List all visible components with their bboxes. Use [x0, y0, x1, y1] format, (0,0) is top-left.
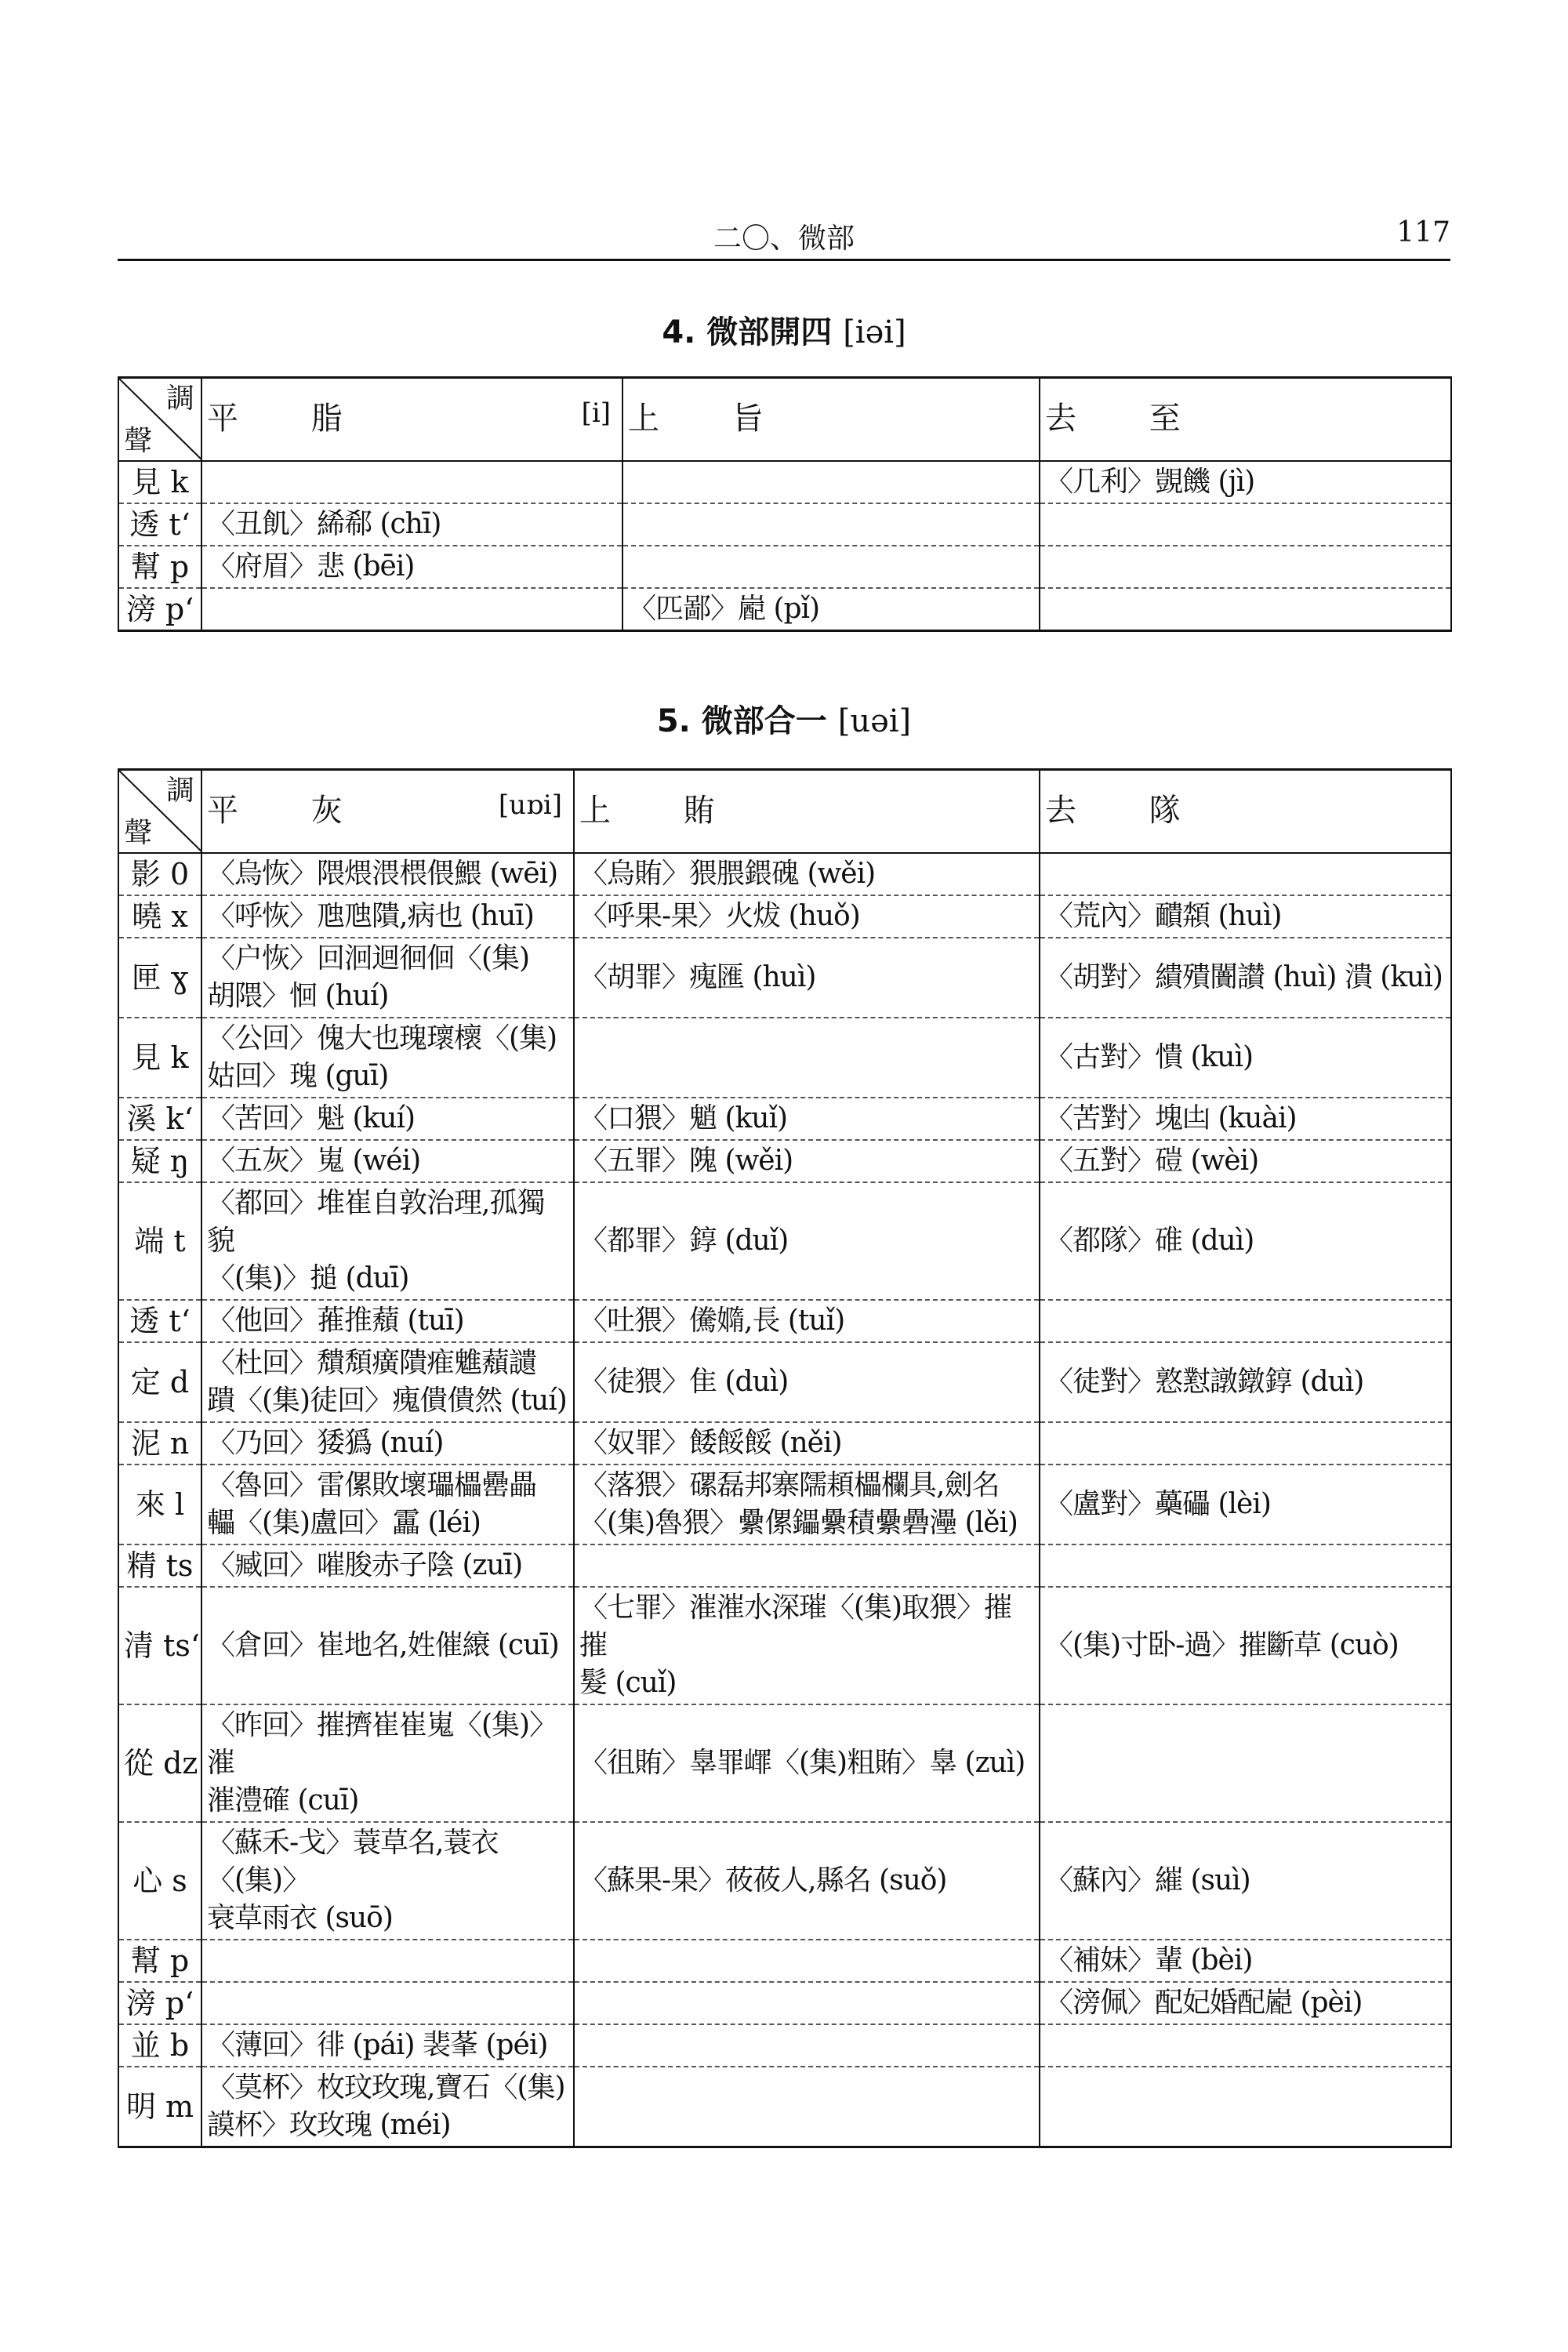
header-shang [574, 770, 1040, 854]
shang-cell: 〈徂賄〉辠罪嶵〈(集)粗賄〉辠 (zuì) [574, 1704, 1040, 1822]
ping-cell: 〈都回〉堆崔自敦治理,孤獨貌 〈(集)〉搥 (duī) [201, 1182, 574, 1300]
corner-initial-label: 聲 [124, 817, 153, 849]
initial-cell: 滂 p‘ [118, 1982, 201, 2024]
page-number: 117 [1396, 216, 1450, 249]
corner-cell [118, 378, 201, 462]
shang-cell [574, 1982, 1040, 2024]
section-5-title [118, 696, 1450, 741]
table-row [118, 1982, 1451, 2024]
corner-cell [118, 770, 201, 854]
shang-cell: 〈匹鄙〉嶏 (pǐ) [622, 588, 1040, 631]
initial-cell: 幫 p [118, 1940, 201, 1982]
initial-cell: 從 dz [118, 1704, 201, 1822]
initial-cell: 透 t‘ [118, 1300, 201, 1342]
table-row [118, 1300, 1451, 1342]
shang-cell: 〈奴罪〉餧餒餒 (něi) [574, 1422, 1040, 1465]
header-ping [201, 378, 622, 462]
initial-cell: 清 ts‘ [118, 1587, 201, 1704]
header-qu [1040, 378, 1451, 462]
table-row [118, 1422, 1451, 1465]
qu-cell: 〈古對〉憒 (kuì) [1040, 1018, 1451, 1098]
ping-cell: 〈五灰〉嵬 (wéi) [201, 1140, 574, 1182]
header-qu-label: 去 至 [1045, 401, 1212, 437]
section-5-title-text: 5. 微部合一 [656, 703, 827, 739]
shang-cell [574, 1940, 1040, 1982]
ping-cell: 〈臧回〉嗺朘赤子陰 (zuī) [201, 1544, 574, 1587]
initial-cell: 心 s [118, 1822, 201, 1940]
qu-cell: 〈盧對〉蘽礧 (lèi) [1040, 1465, 1451, 1544]
table-row [118, 1018, 1451, 1098]
ping-cell: 〈烏恢〉隈煨渨椳偎鰃 (wēi) [201, 853, 574, 895]
table-row [118, 1465, 1451, 1544]
qu-cell: 〈荒內〉靧頮 (huì) [1040, 895, 1451, 938]
initial-cell: 泥 n [118, 1422, 201, 1465]
qu-cell: 〈徒對〉憝懟譈鐓錞 (duì) [1040, 1342, 1451, 1422]
initial-cell: 見 k [118, 461, 201, 503]
header-ping-ipa: [uɒi] [498, 789, 562, 821]
initial-cell: 疑 ŋ [118, 1140, 201, 1182]
qu-cell [1040, 1422, 1451, 1465]
ping-cell: 〈丑飢〉絺郗 (chī) [201, 503, 622, 546]
section-4-ipa: [iəi] [843, 314, 906, 350]
qu-cell: 〈苦對〉塊凷 (kuài) [1040, 1098, 1451, 1140]
initial-cell: 見 k [118, 1018, 201, 1098]
qu-cell: 〈都隊〉碓 (duì) [1040, 1182, 1451, 1300]
initial-cell: 來 l [118, 1465, 201, 1544]
qu-cell [1040, 1544, 1451, 1587]
ping-cell: 〈昨回〉摧擠崔崔嵬〈(集)〉漼 漼澧確 (cuī) [201, 1704, 574, 1822]
header-qu [1040, 770, 1451, 854]
initial-cell: 端 t [118, 1182, 201, 1300]
initial-cell: 明 m [118, 2067, 201, 2147]
header-shang-label: 上 旨 [628, 401, 795, 437]
ping-cell: 〈府眉〉悲 (bēi) [201, 546, 622, 588]
qu-cell: 〈(集)寸卧-過〉摧斷草 (cuò) [1040, 1587, 1451, 1704]
ping-cell: 〈杜回〉穨頽癀隤痽魋蘈讉 蹪〈(集)徒回〉瘣僓僓然 (tuí) [201, 1342, 574, 1422]
initial-cell: 精 ts [118, 1544, 201, 1587]
table-row [118, 1704, 1451, 1822]
qu-cell [1040, 546, 1451, 588]
shang-cell [574, 1544, 1040, 1587]
table-row [118, 938, 1451, 1018]
section-4-header-row [118, 378, 1451, 462]
header-ping-ipa: [i] [581, 397, 611, 429]
qu-cell: 〈滂佩〉配妃婚配嶏 (pèi) [1040, 1982, 1451, 2024]
table-row [118, 546, 1451, 588]
shang-cell [622, 546, 1040, 588]
section-4-title [118, 307, 1450, 352]
table-row [118, 503, 1451, 546]
shang-cell [622, 503, 1040, 546]
initial-cell: 滂 p‘ [118, 588, 201, 631]
section-5-ipa: [uəi] [837, 703, 912, 739]
table-row [118, 1098, 1451, 1140]
qu-cell [1040, 2024, 1451, 2067]
qu-cell [1040, 2067, 1451, 2147]
section-4-table [118, 376, 1452, 632]
corner-tone-label: 調 [165, 383, 194, 415]
qu-cell: 〈几利〉覬饑 (jì) [1040, 461, 1451, 503]
qu-cell [1040, 1704, 1451, 1822]
corner-tone-label: 調 [165, 775, 194, 807]
shang-cell: 〈口猥〉魈 (kuǐ) [574, 1098, 1040, 1140]
qu-cell: 〈補妹〉輩 (bèi) [1040, 1940, 1451, 1982]
ping-cell: 〈蘇禾-戈〉蓑草名,蓑衣〈(集)〉 衰草雨衣 (suō) [201, 1822, 574, 1940]
shang-cell: 〈徒猥〉隹 (duì) [574, 1342, 1040, 1422]
ping-cell: 〈公回〉傀大也瑰瓌櫰〈(集) 姑回〉瑰 (guī) [201, 1018, 574, 1098]
table-row [118, 461, 1451, 503]
qu-cell [1040, 503, 1451, 546]
initial-cell: 匣 ɣ [118, 938, 201, 1018]
shang-cell [622, 461, 1040, 503]
ping-cell: 〈苦回〉魁 (kuí) [201, 1098, 574, 1140]
shang-cell: 〈七罪〉漼漼水深璀〈(集)取猥〉摧摧 髮 (cuǐ) [574, 1587, 1040, 1704]
ping-cell [201, 1940, 574, 1982]
initial-cell: 幫 p [118, 546, 201, 588]
header-ping-label: 平 灰 [207, 793, 374, 829]
header-shang-label: 上 賄 [579, 793, 746, 829]
qu-cell [1040, 853, 1451, 895]
ping-cell: 〈户恢〉回洄迴徊佪〈(集) 胡隈〉恛 (huí) [201, 938, 574, 1018]
qu-cell: 〈蘇內〉繀 (suì) [1040, 1822, 1451, 1940]
shang-cell [574, 1018, 1040, 1098]
ping-cell [201, 588, 622, 631]
table-row [118, 1544, 1451, 1587]
ping-cell: 〈乃回〉㹻㺔 (nuí) [201, 1422, 574, 1465]
header-qu-label: 去 隊 [1045, 793, 1212, 829]
table-row [118, 853, 1451, 895]
initial-cell: 定 d [118, 1342, 201, 1422]
shang-cell: 〈落猥〉磥磊邦寨隭頛櫑欄具,劍名 〈(集)魯猥〉纍傫鑘纍積纍礨灅 (lěi) [574, 1465, 1040, 1544]
ping-cell [201, 461, 622, 503]
qu-cell [1040, 1300, 1451, 1342]
table-row [118, 895, 1451, 938]
initial-cell: 曉 x [118, 895, 201, 938]
header-ping [201, 770, 574, 854]
shang-cell: 〈烏賄〉猥腲鍡磈 (wěi) [574, 853, 1040, 895]
table-row [118, 2024, 1451, 2067]
section-5-table [118, 768, 1452, 2148]
shang-cell: 〈蘇果-果〉莜莜人,縣名 (suǒ) [574, 1822, 1040, 1940]
table-row [118, 1182, 1451, 1300]
shang-cell: 〈都罪〉錞 (duǐ) [574, 1182, 1040, 1300]
header-shang [622, 378, 1040, 462]
shang-cell [574, 2067, 1040, 2147]
chapter-title: 二〇、微部 [713, 223, 855, 255]
table-row [118, 1140, 1451, 1182]
qu-cell: 〈胡對〉繢殨闠讃 (huì) 潰 (kuì) [1040, 938, 1451, 1018]
qu-cell: 〈五對〉磑 (wèi) [1040, 1140, 1451, 1182]
ping-cell: 〈魯回〉雷傫敗壞瓃櫑罍畾 轠〈(集)盧回〉靁 (léi) [201, 1465, 574, 1544]
initial-cell: 透 t‘ [118, 503, 201, 546]
section-5-header-row [118, 770, 1451, 854]
table-row [118, 1587, 1451, 1704]
running-head [118, 212, 1450, 261]
ping-cell [201, 1982, 574, 2024]
shang-cell: 〈五罪〉隗 (wěi) [574, 1140, 1040, 1182]
table-row [118, 588, 1451, 631]
initial-cell: 並 b [118, 2024, 201, 2067]
shang-cell [574, 2024, 1040, 2067]
section-4-title-text: 4. 微部開四 [662, 314, 833, 350]
shang-cell: 〈呼果-果〉火炦 (huǒ) [574, 895, 1040, 938]
ping-cell: 〈薄回〉徘 (pái) 裴莑 (péi) [201, 2024, 574, 2067]
ping-cell: 〈倉回〉崔地名,姓催縗 (cuī) [201, 1587, 574, 1704]
ping-cell: 〈他回〉蓷推蘈 (tuī) [201, 1300, 574, 1342]
table-row [118, 1342, 1451, 1422]
shang-cell: 〈胡罪〉瘣匯 (huì) [574, 938, 1040, 1018]
ping-cell: 〈呼恢〉虺虺隤,病也 (huī) [201, 895, 574, 938]
corner-initial-label: 聲 [124, 425, 153, 457]
shang-cell: 〈吐猥〉儯嫷,長 (tuǐ) [574, 1300, 1040, 1342]
initial-cell: 溪 k‘ [118, 1098, 201, 1140]
table-row [118, 2067, 1451, 2147]
qu-cell [1040, 588, 1451, 631]
initial-cell: 影 0 [118, 853, 201, 895]
header-ping-label: 平 脂 [207, 401, 374, 437]
ping-cell: 〈莫杯〉枚玟玫瑰,寶石〈(集) 謨杯〉玫玫瑰 (méi) [201, 2067, 574, 2147]
table-row [118, 1940, 1451, 1982]
table-row [118, 1822, 1451, 1940]
